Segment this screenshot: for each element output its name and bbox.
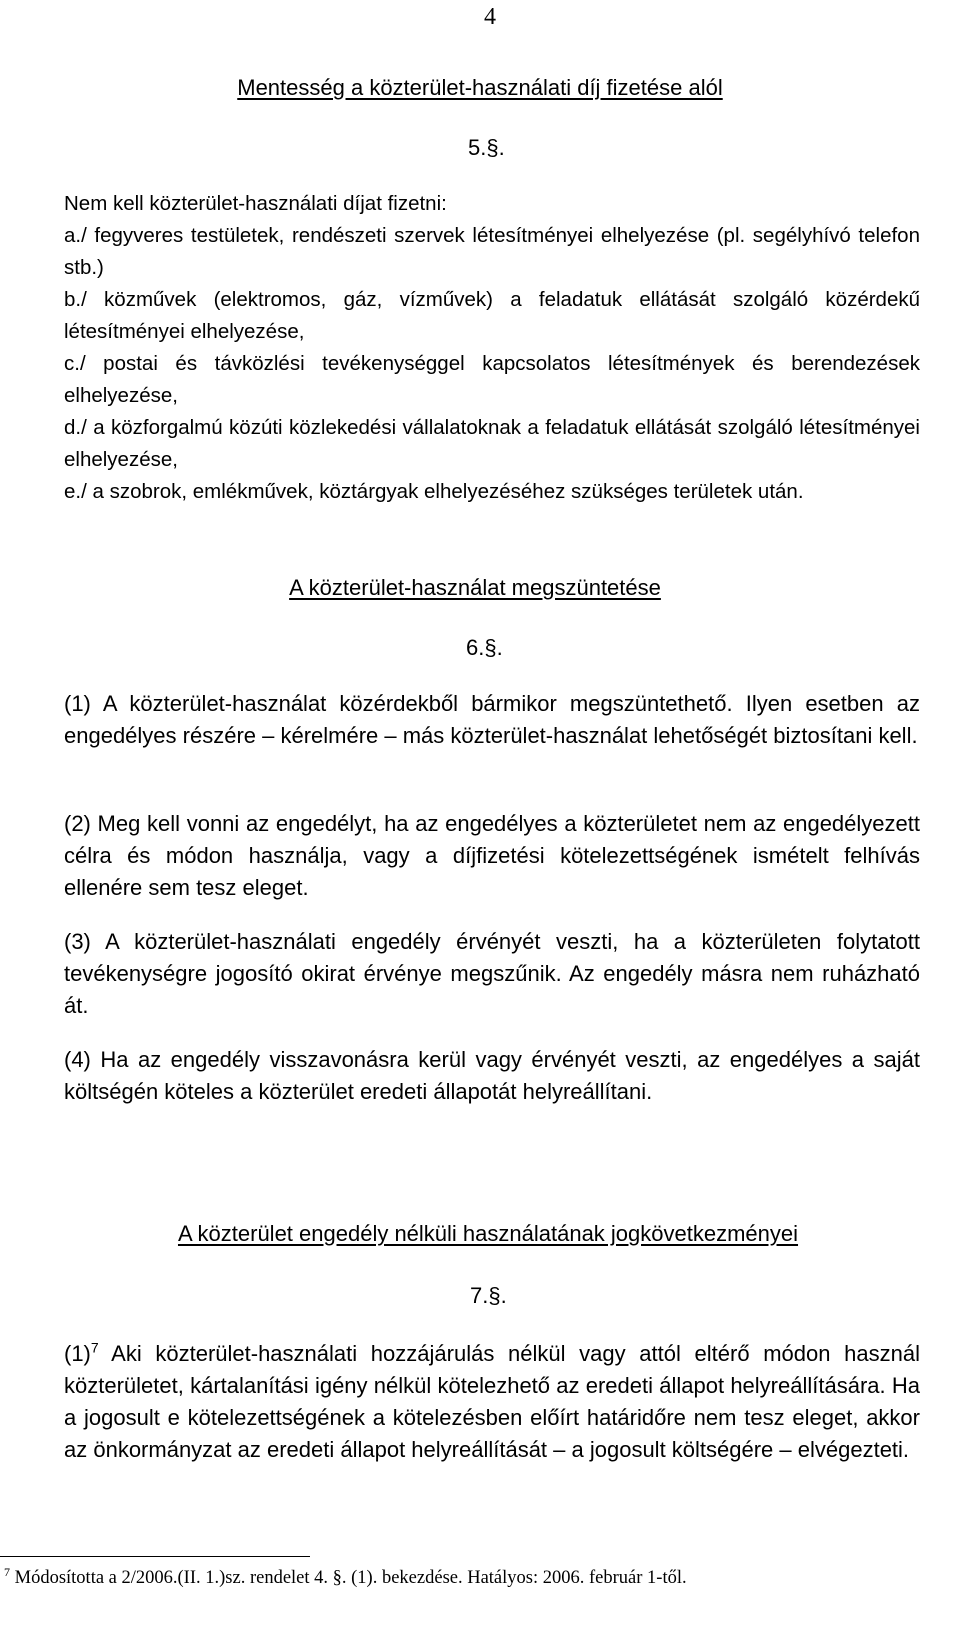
section-7-paragraph-1-text: Aki közterület-használati hozzájárulás nélkül vagy attól eltérő módon használ közterületet, kártalanítási igény nélkül kötelezhető az eredeti állapot helyreállítására. Ha a jogosult e kötelezettségének a kötelezésben előírt határidőre nem tesz eleget, akkor az önkormányzat az eredeti állapot helyreállítását – a jogosult költségére – elvégezteti. <box>64 1341 920 1462</box>
footnote-reference-7[interactable]: 7 <box>90 1339 99 1356</box>
list-item-e: e./ a szobrok, emlékművek, köztárgyak elhelyezéséhez szükséges területek után. <box>64 480 804 503</box>
list-item-a: a./ fegyveres testületek, rendészeti szervek létesítményei elhelyezése (pl. segélyhívó telefon stb.) <box>64 224 920 279</box>
section-6-paragraph-2: (2) Meg kell vonni az engedélyt, ha az engedélyes a közterületet nem az engedélyezett célra és módon használja, vagy a díjfizetési kötelezettségének ismételt felhívás ellenére sem tesz eleget. <box>64 811 920 900</box>
section-6-paragraph-3: (3) A közterület-használati engedély érvényét veszti, ha a közterületen folytatott tevékenységre jogosító okirat érvénye megszűnik. Az engedély másra nem ruházható át. <box>64 929 920 1018</box>
section-6-number: 6.§. <box>466 635 503 660</box>
section-5-heading-text: Mentesség a közterület-használati díj fizetése alól <box>237 75 723 100</box>
section-7-number: 7.§. <box>470 1283 507 1308</box>
list-item-d: d./ a közforgalmú közúti közlekedési vállalatoknak a feladatuk ellátását szolgáló létesítményei elhelyezése, <box>64 416 920 471</box>
footnote-separator <box>0 1556 310 1557</box>
list-item-c: c./ postai és távközlési tevékenységgel kapcsolatos létesítmények és berendezések elhelyezése, <box>64 352 920 407</box>
section-7-paragraph-1 <box>64 1338 920 1466</box>
section-5-number: 5.§. <box>468 135 505 160</box>
footnote <box>4 1566 944 1590</box>
section-6-heading-text: A közterület-használat megszüntetése <box>289 575 661 600</box>
section-5-body <box>64 188 920 508</box>
list-item-b: b./ közművek (elektromos, gáz, vízművek) a feladatuk ellátását szolgáló közérdekű létesítményei elhelyezése, <box>64 288 920 343</box>
section-7-paragraph-1-prefix: (1) <box>64 1341 91 1366</box>
footnote-marker: 7 <box>4 1564 10 1579</box>
section-6-paragraph-1: (1) A közterület-használat közérdekből bármikor megszüntethető. Ilyen esetben az engedélyes részére – kérelmére – más közterület-használat lehetőségét biztosítani kell. <box>64 691 920 748</box>
section-5-intro: Nem kell közterület-használati díjat fizetni: <box>64 192 447 215</box>
section-7-heading <box>8 1220 960 1248</box>
section-6-heading <box>0 574 955 602</box>
footnote-text: Módosította a 2/2006.(II. 1.)sz. rendelet 4. §. (1). bekezdése. Hatályos: 2006. február 1-től. <box>10 1568 687 1588</box>
section-6-paragraph-4: (4) Ha az engedély visszavonásra kerül vagy érvényét veszti, az engedélyes a saját költségén köteles a közterület eredeti állapotát helyreállítani. <box>64 1047 920 1104</box>
section-5-heading <box>0 74 960 102</box>
page-number: 4 <box>484 4 496 30</box>
section-7-heading-text: A közterület engedély nélküli használatának jogkövetkezményei <box>177 1221 799 1246</box>
